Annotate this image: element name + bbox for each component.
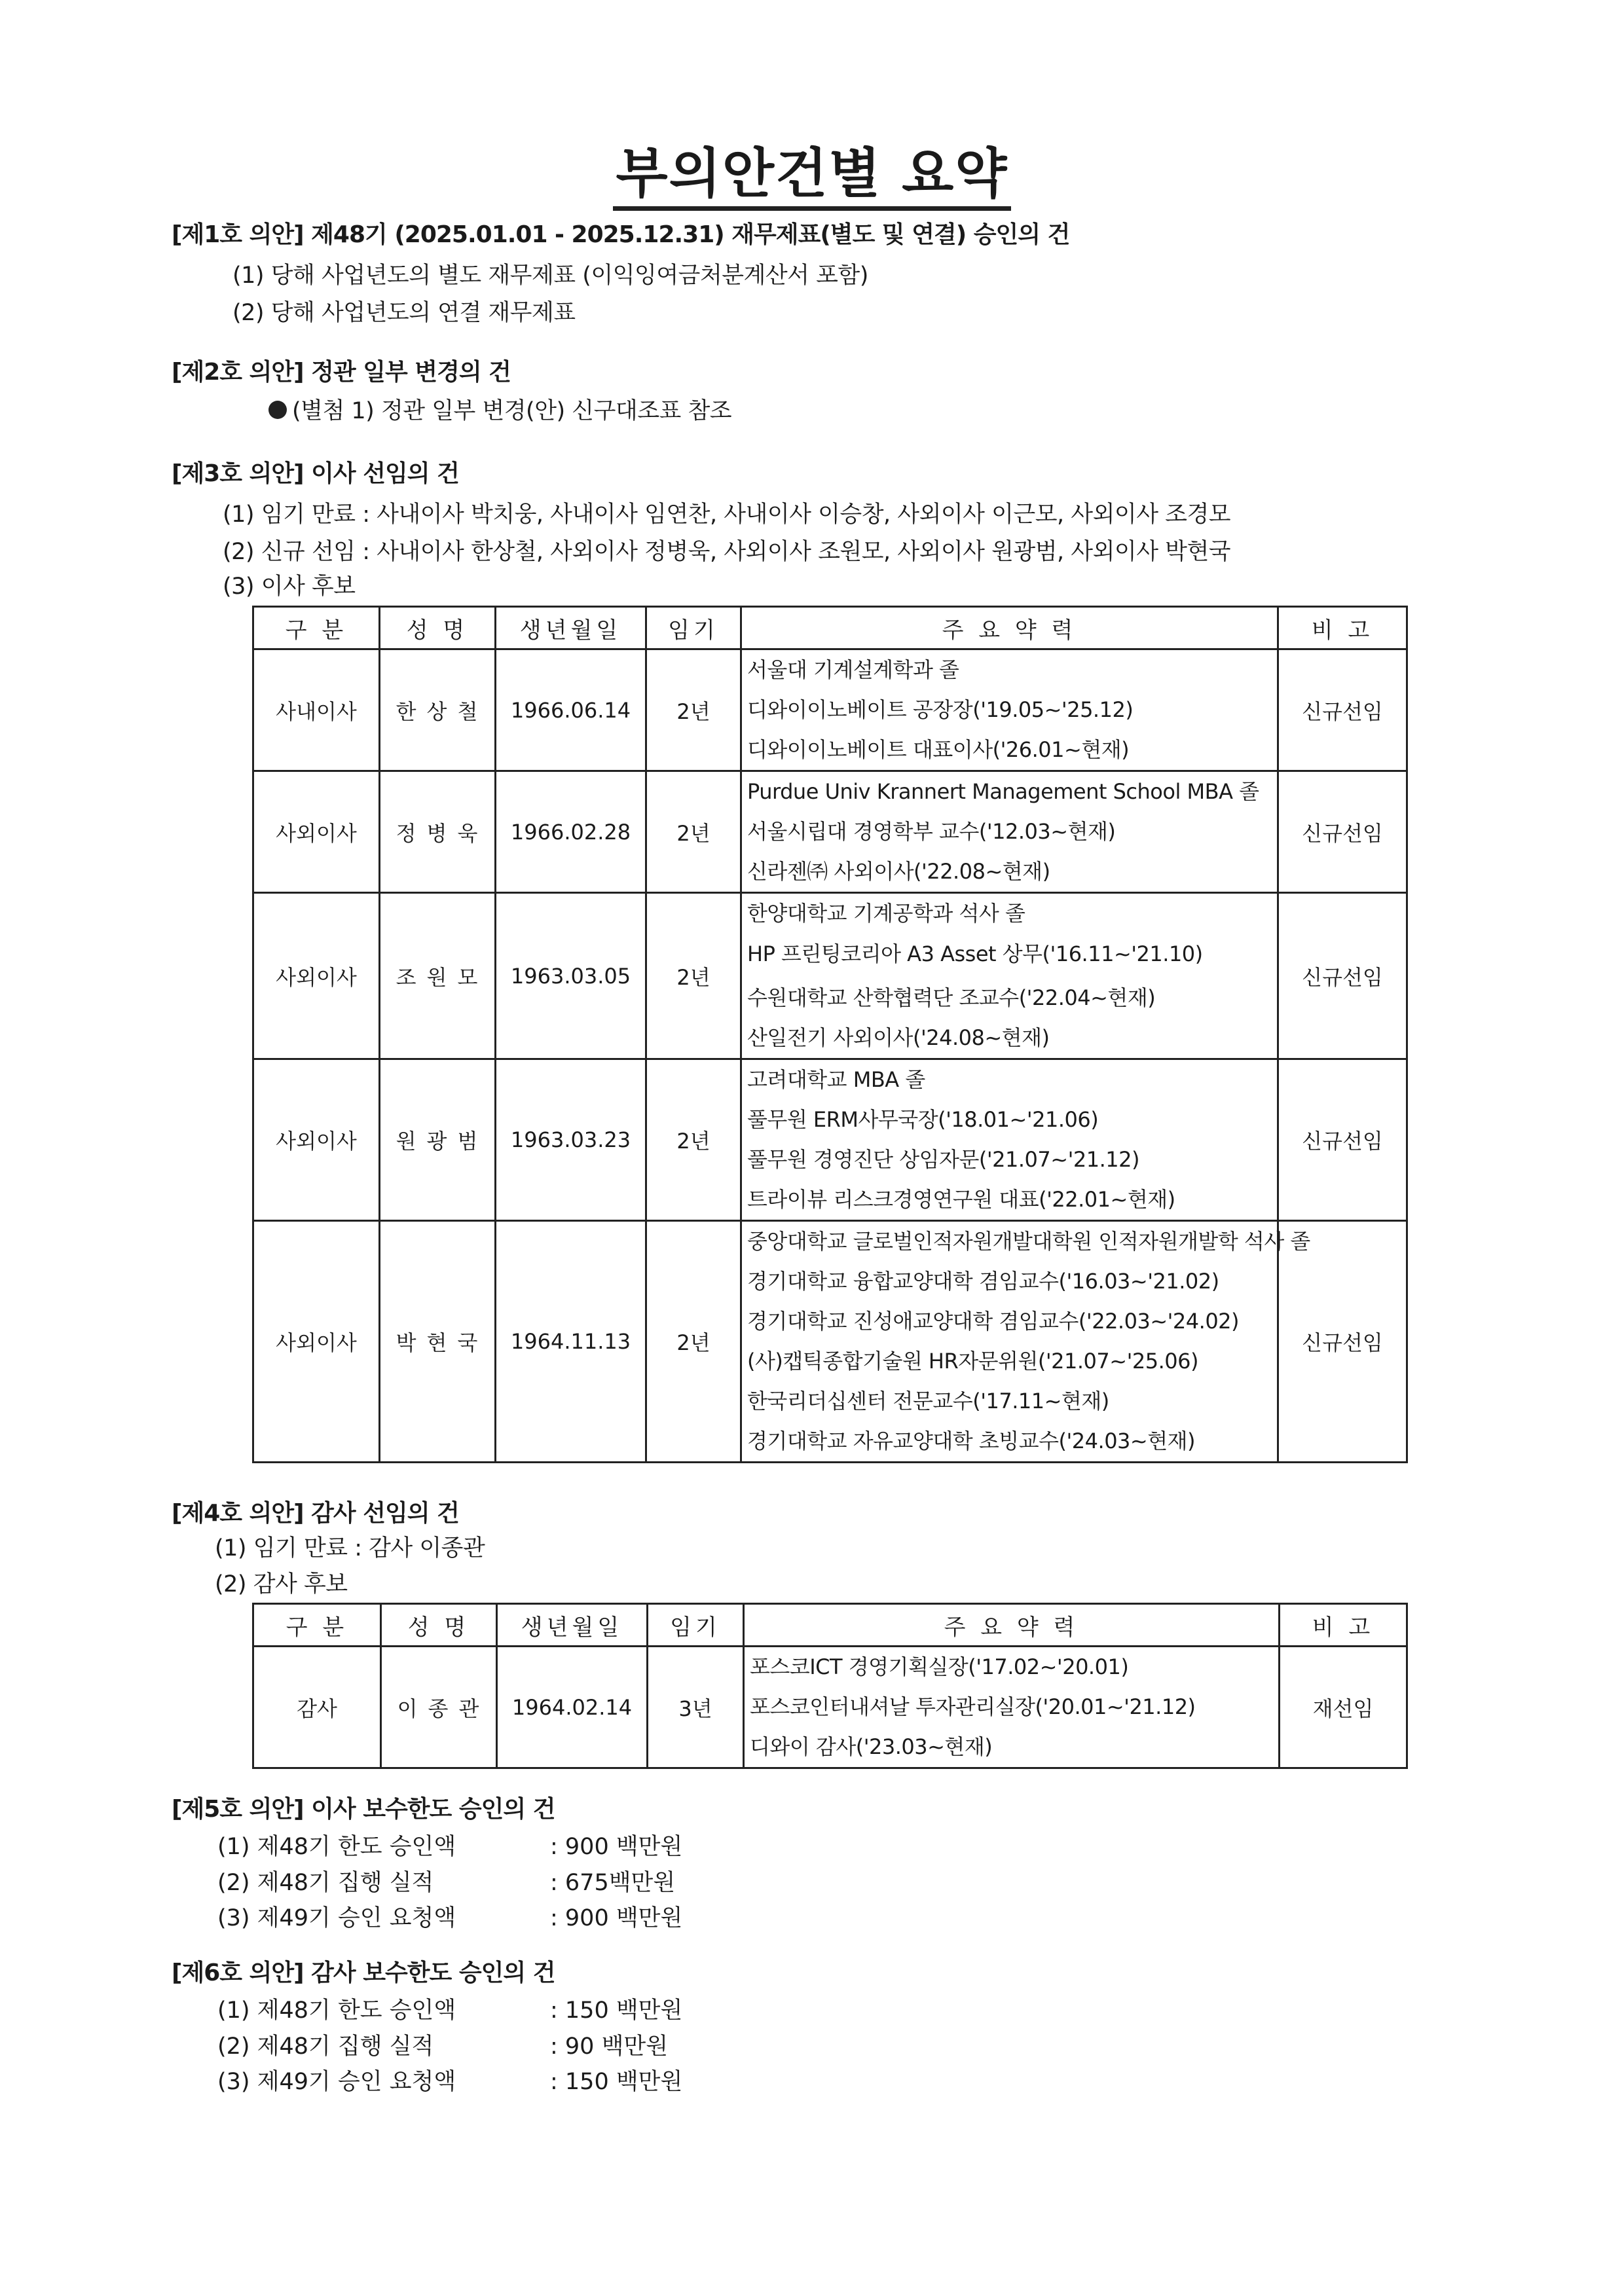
agenda-2-heading bbox=[172, 354, 511, 387]
agenda-1-heading bbox=[172, 216, 1069, 249]
header-career: 주 요 약 력 bbox=[741, 607, 1278, 649]
header-career: 주 요 약 력 bbox=[744, 1604, 1280, 1647]
header-name: 성 명 bbox=[380, 607, 496, 649]
cell-name: 정병욱 bbox=[380, 771, 496, 893]
director-candidates-table bbox=[252, 606, 1408, 1463]
header-note: 비 고 bbox=[1280, 1604, 1407, 1647]
agenda-4-tag: [제4호 의안] bbox=[172, 1500, 304, 1527]
cell-birth: 1966.06.14 bbox=[496, 649, 646, 771]
career-line: 디와이 감사('23.03~현재) bbox=[750, 1734, 993, 1759]
cell-name: 박현국 bbox=[380, 1221, 496, 1463]
career-line: 디와이이노베이트 공장장('19.05~'25.12) bbox=[747, 697, 1134, 722]
career-line: 트라이뷰 리스크경영연구원 대표('22.01~현재) bbox=[747, 1187, 1175, 1212]
agenda-4-item: (1) 임기 만료 : 감사 이종관 bbox=[215, 1535, 485, 1561]
cell-career bbox=[741, 771, 1278, 893]
agenda-4-heading bbox=[172, 1495, 459, 1528]
agenda-6-heading bbox=[172, 1954, 555, 1988]
cell-birth: 1964.02.14 bbox=[497, 1647, 648, 1768]
agenda-3-title: 이사 선임의 건 bbox=[311, 460, 459, 487]
cell-note: 신규선임 bbox=[1278, 1221, 1407, 1463]
cell-term: 2년 bbox=[646, 771, 741, 893]
career-line: (사)캡틱종합기술원 HR자문위원('21.07~'25.06) bbox=[747, 1349, 1198, 1374]
header-term: 임기 bbox=[646, 607, 741, 649]
cell-type: 사외이사 bbox=[253, 1059, 380, 1221]
table-row bbox=[253, 1647, 1407, 1768]
header-type: 구 분 bbox=[253, 1604, 381, 1647]
agenda-2-tag: [제2호 의안] bbox=[172, 359, 304, 386]
agenda-6-tag: [제6호 의안] bbox=[172, 1959, 304, 1986]
agenda-3-heading bbox=[172, 455, 459, 488]
cell-term: 3년 bbox=[648, 1647, 744, 1768]
cell-type: 사외이사 bbox=[253, 1221, 380, 1463]
document-title: 부의안건별 요약 bbox=[0, 131, 1624, 208]
cell-type: 사외이사 bbox=[253, 771, 380, 893]
career-line: 포스코인터내셔날 투자관리실장('20.01~'21.12) bbox=[750, 1694, 1196, 1719]
cell-birth: 1963.03.23 bbox=[496, 1059, 646, 1221]
cell-note: 신규선임 bbox=[1278, 649, 1407, 771]
amount-value: : 900 백만원 bbox=[550, 1834, 683, 1860]
bullet-icon bbox=[268, 401, 287, 419]
cell-name: 한상철 bbox=[380, 649, 496, 771]
cell-birth: 1963.03.05 bbox=[496, 893, 646, 1059]
agenda-1-title: 제48기 (2025.01.01 - 2025.12.31) 재무제표(별도 및 연결) 승인의 건 bbox=[311, 221, 1070, 248]
auditor-candidate-table bbox=[252, 1603, 1408, 1769]
amount-value: : 150 백만원 bbox=[550, 1997, 683, 2024]
table-row bbox=[253, 1221, 1407, 1463]
agenda-1-tag: [제1호 의안] bbox=[172, 221, 304, 248]
cell-type: 감사 bbox=[253, 1647, 381, 1768]
cell-note: 신규선임 bbox=[1278, 893, 1407, 1059]
amount-value: : 900 백만원 bbox=[550, 1905, 683, 1931]
career-line: 디와이이노베이트 대표이사('26.01~현재) bbox=[747, 737, 1130, 762]
cell-type: 사내이사 bbox=[253, 649, 380, 771]
cell-career bbox=[744, 1647, 1280, 1768]
career-line: 중앙대학교 글로벌인적자원개발대학원 인적자원개발학 석사 졸 bbox=[747, 1229, 1310, 1254]
agenda-5-tag: [제5호 의안] bbox=[172, 1796, 304, 1823]
header-note: 비 고 bbox=[1278, 607, 1407, 649]
agenda-4-title: 감사 선임의 건 bbox=[311, 1500, 459, 1527]
career-line: HP 프린팅코리아 A3 Asset 상무('16.11~'21.10) bbox=[747, 941, 1203, 966]
header-name: 성 명 bbox=[381, 1604, 497, 1647]
career-line: 경기대학교 진성애교양대학 겸임교수('22.03~'24.02) bbox=[747, 1309, 1240, 1334]
cell-birth: 1964.11.13 bbox=[496, 1221, 646, 1463]
cell-name: 조원모 bbox=[380, 893, 496, 1059]
cell-note: 재선임 bbox=[1280, 1647, 1407, 1768]
agenda-3-item: (3) 이사 후보 bbox=[223, 574, 356, 600]
career-line: 산일전기 사외이사('24.08~현재) bbox=[747, 1025, 1050, 1050]
career-line: 풀무원 ERM사무국장('18.01~'21.06) bbox=[747, 1107, 1099, 1132]
header-type: 구 분 bbox=[253, 607, 380, 649]
cell-career bbox=[741, 1059, 1278, 1221]
cell-term: 2년 bbox=[646, 649, 741, 771]
career-line: 고려대학교 MBA 졸 bbox=[747, 1067, 925, 1092]
career-line: Purdue Univ Krannert Management School MBA 졸 bbox=[747, 779, 1259, 804]
table-row bbox=[253, 1059, 1407, 1221]
career-line: 서울시립대 경영학부 교수('12.03~현재) bbox=[747, 819, 1116, 844]
career-line: 수원대학교 산학협력단 조교수('22.04~현재) bbox=[747, 985, 1156, 1010]
agenda-5-heading bbox=[172, 1791, 555, 1824]
agenda-3-item: (1) 임기 만료 : 사내이사 박치웅, 사내이사 임연찬, 사내이사 이승창, 사외이사 이근모, 사외이사 조경모 bbox=[223, 501, 1231, 528]
career-line: 한국리더십센터 전문교수('17.11~현재) bbox=[747, 1389, 1109, 1413]
cell-name: 이종관 bbox=[381, 1647, 497, 1768]
agenda-1-item: (2) 당해 사업년도의 연결 재무제표 bbox=[232, 300, 576, 326]
agenda-4-item: (2) 감사 후보 bbox=[215, 1571, 348, 1597]
agenda-3-item: (2) 신규 선임 : 사내이사 한상철, 사외이사 정병욱, 사외이사 조원모, 사외이사 원광범, 사외이사 박현국 bbox=[223, 539, 1231, 565]
agenda-2-note: (별첨 1) 정관 일부 변경(안) 신구대조표 참조 bbox=[268, 393, 731, 426]
career-line: 풀무원 경영진단 상임자문('21.07~'21.12) bbox=[747, 1147, 1139, 1172]
cell-birth: 1966.02.28 bbox=[496, 771, 646, 893]
cell-note: 신규선임 bbox=[1278, 1059, 1407, 1221]
career-line: 서울대 기계설계학과 졸 bbox=[747, 657, 959, 682]
cell-term: 2년 bbox=[646, 893, 741, 1059]
amount-label: (2) 제48기 집행 실적 bbox=[217, 2033, 434, 2060]
header-birth: 생년월일 bbox=[497, 1604, 648, 1647]
agenda-1-item: (1) 당해 사업년도의 별도 재무제표 (이익잉여금처분계산서 포함) bbox=[232, 263, 868, 289]
agenda-2-title: 정관 일부 변경의 건 bbox=[311, 359, 511, 386]
amount-label: (1) 제48기 한도 승인액 bbox=[217, 1834, 456, 1860]
amount-label: (2) 제48기 집행 실적 bbox=[217, 1870, 434, 1896]
header-birth: 생년월일 bbox=[496, 607, 646, 649]
career-line: 포스코ICT 경영기획실장('17.02~'20.01) bbox=[750, 1654, 1129, 1679]
amount-value: : 150 백만원 bbox=[550, 2069, 683, 2095]
amount-label: (3) 제49기 승인 요청액 bbox=[217, 1905, 456, 1931]
cell-term: 2년 bbox=[646, 1059, 741, 1221]
career-line: 신라젠㈜ 사외이사('22.08~현재) bbox=[747, 859, 1050, 884]
agenda-6-title: 감사 보수한도 승인의 건 bbox=[311, 1959, 555, 1986]
table-row bbox=[253, 771, 1407, 893]
agenda-5-title: 이사 보수한도 승인의 건 bbox=[311, 1796, 555, 1823]
cell-note: 신규선임 bbox=[1278, 771, 1407, 893]
header-term: 임기 bbox=[648, 1604, 744, 1647]
table-row bbox=[253, 893, 1407, 1059]
table-header-row bbox=[253, 1604, 1407, 1647]
career-line: 경기대학교 융합교양대학 겸임교수('16.03~'21.02) bbox=[747, 1269, 1219, 1294]
table-header-row bbox=[253, 607, 1407, 649]
table-row bbox=[253, 649, 1407, 771]
cell-term: 2년 bbox=[646, 1221, 741, 1463]
amount-label: (3) 제49기 승인 요청액 bbox=[217, 2069, 456, 2095]
cell-name: 원광범 bbox=[380, 1059, 496, 1221]
cell-career bbox=[741, 1221, 1310, 1463]
cell-career bbox=[741, 649, 1278, 771]
amount-value: : 90 백만원 bbox=[550, 2033, 669, 2060]
amount-label: (1) 제48기 한도 승인액 bbox=[217, 1997, 456, 2024]
cell-career bbox=[741, 893, 1278, 1059]
career-line: 경기대학교 자유교양대학 초빙교수('24.03~현재) bbox=[747, 1429, 1196, 1453]
cell-type: 사외이사 bbox=[253, 893, 380, 1059]
agenda-3-tag: [제3호 의안] bbox=[172, 460, 304, 487]
amount-value: : 675백만원 bbox=[550, 1870, 676, 1896]
career-line: 한양대학교 기계공학과 석사 졸 bbox=[747, 901, 1025, 926]
